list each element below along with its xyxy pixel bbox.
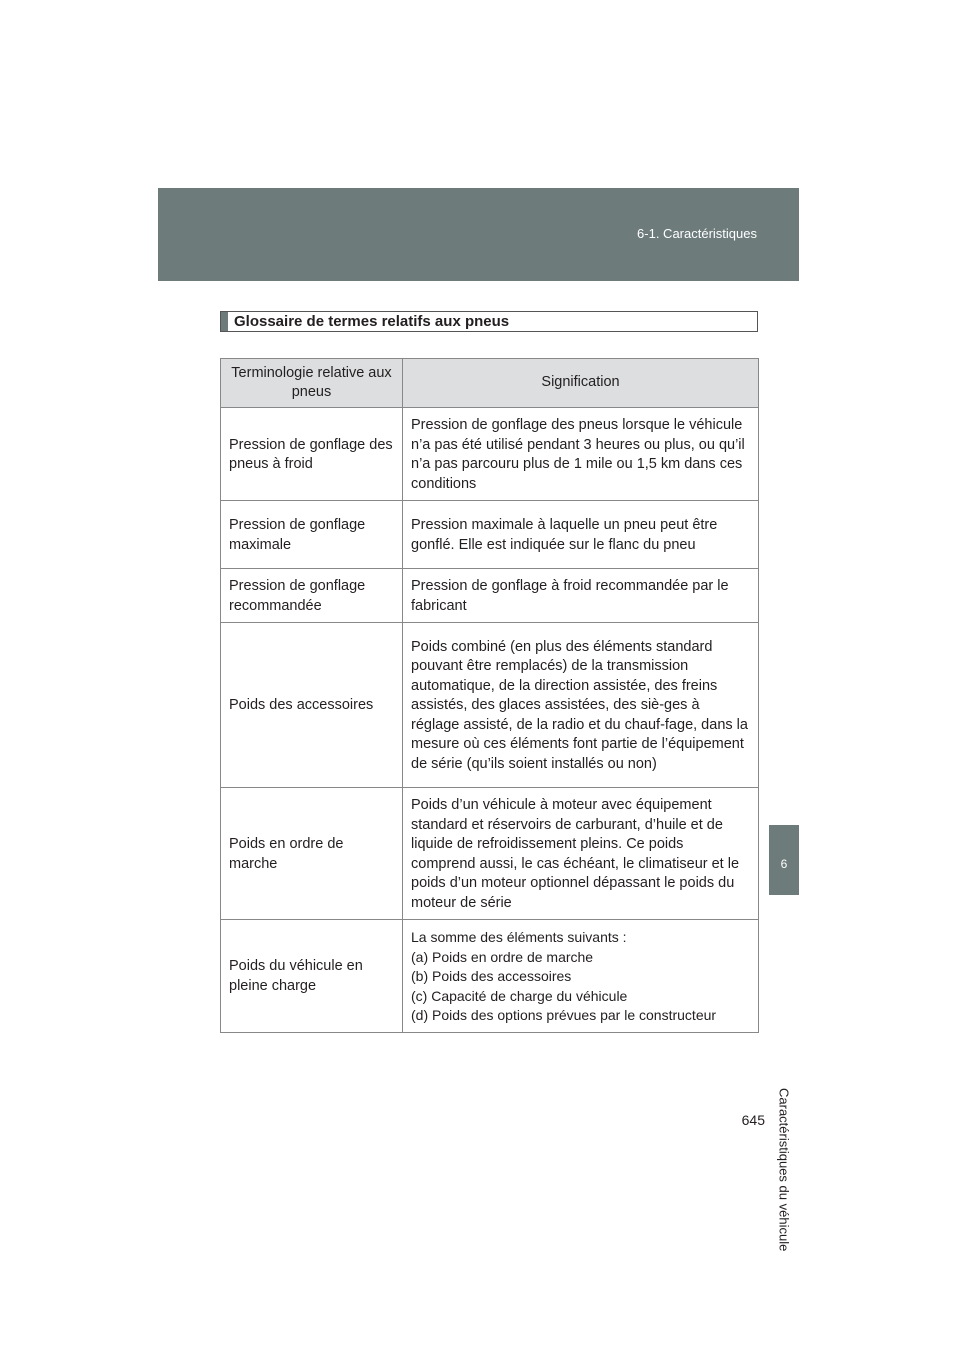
meaning-list-item: (a) Poids en ordre de marche [411,948,594,965]
meaning-cell: Pression de gonflage des pneus lorsque le véhicule n’a pas été utilisé pendant 3 heures ou plus, ou qu’il n’a pas parcouru plus de 1 mile ou 1,5 km dans ces conditions [403,408,759,501]
glossary-heading-title: Glossaire de termes relatifs aux pneus [234,313,510,330]
chapter-number: 6 [780,857,788,871]
chapter-title: Caractéristiques du véhicule [776,1088,792,1252]
glossary-heading [220,311,758,332]
table-row [221,788,759,920]
term-cell: Poids des accessoires [221,623,403,788]
term-cell: Poids en ordre de marche [221,788,403,920]
meaning-cell: Poids d’un véhicule à moteur avec équipement standard et réservoirs de carburant, d’huile et de liquide de refroidissement pleins. Ce poids comprend aussi, le cas échéant, le climatiseur et le poids d’un moteur optionnel dépassant le poids du moteur de série [403,788,759,920]
term-cell: Pression de gonflage des pneus à froid [221,408,403,501]
heading-accent-bar [221,312,228,331]
table-row [221,623,759,788]
section-label: 6-1. Caractéristiques [637,226,757,241]
term-cell: Pression de gonflage recommandée [221,569,403,623]
glossary-table [220,358,759,1033]
table-row [221,408,759,501]
meaning-cell: Poids combiné (en plus des éléments standard pouvant être remplacés) de la transmission automatique, de la direction assistée, des freins assistés, des glaces assistées, des siè-ges à réglage assisté, de la radio et du chauf-fage, dans la mesure où ces éléments font partie de l’équipement de série (qu’ils soient installés ou non) [403,623,759,788]
table-header-row [221,359,759,408]
meaning-cell: Pression maximale à laquelle un pneu peut être gonflé. Elle est indiquée sur le flanc du pneu [403,501,759,569]
column-header-meaning: Signification [403,359,759,408]
chapter-tab [769,825,799,895]
column-header-term: Terminologie relative aux pneus [221,359,403,408]
meaning-cell [403,920,759,1033]
page-number: 645 [741,1112,765,1128]
meaning-list-item: (c) Capacité de charge du véhicule [411,987,628,1004]
table-row [221,569,759,623]
table-row [221,501,759,569]
meaning-list-item: (b) Poids des accessoires [411,968,572,984]
term-cell: Pression de gonflage maximale [221,501,403,569]
meaning-cell: Pression de gonflage à froid recommandée par le fabricant [403,569,759,623]
term-cell: Poids du véhicule en pleine charge [221,920,403,1033]
meaning-intro: La somme des éléments suivants : [411,929,627,945]
table-row [221,920,759,1033]
meaning-list-item: (d) Poids des options prévues par le constructeur [411,1007,717,1023]
header-band [158,188,799,281]
